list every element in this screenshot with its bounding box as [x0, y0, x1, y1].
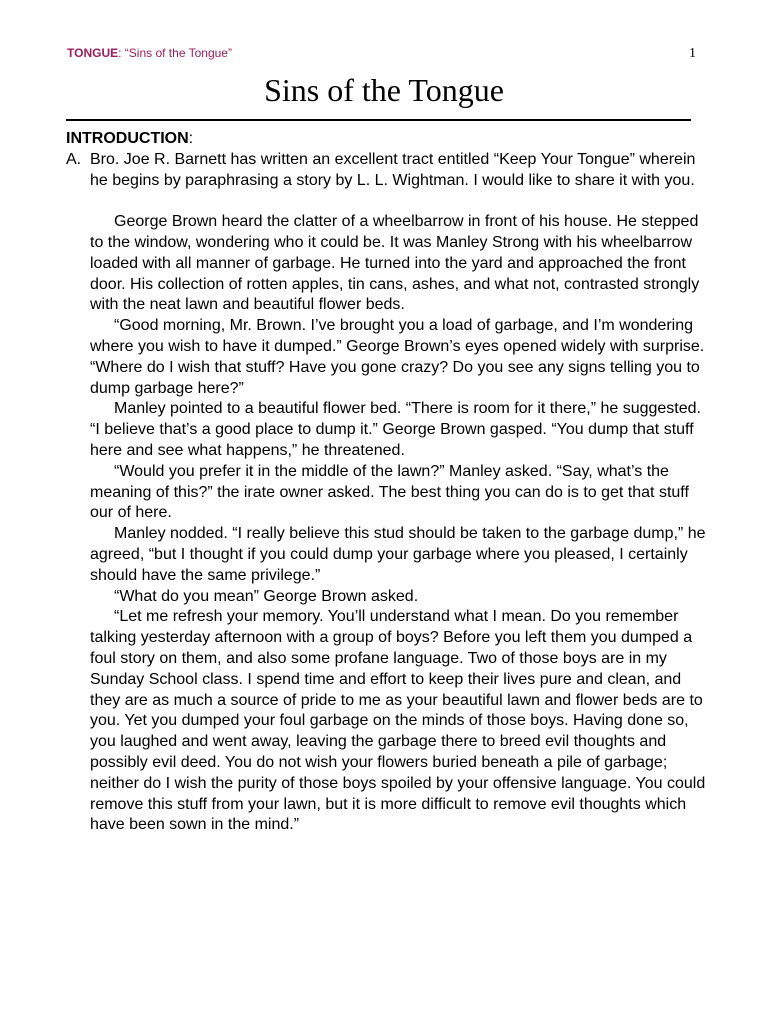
story-paragraph: Manley nodded. “I really believe this stud should be taken to the garbage dump,” he agreed, “but I thought if you could dump your garbage where you pleased, I certainly should have the same privilege.”	[90, 525, 706, 584]
section-heading	[66, 129, 706, 150]
title-divider	[66, 119, 691, 121]
story-paragraph: George Brown heard the clatter of a wheelbarrow in front of his house. He stepped to the window, wondering who it could be. It was Manley Strong with his wheelbarrow loaded with all manner of garbage. He turned into the yard and approached the front door. His collection of rotten apples, tin cans, ashes, and what not, contrasted strongly with the neat lawn and beautiful flower beds.	[90, 213, 700, 314]
story-paragraph: “Let me refresh your memory. You’ll understand what I mean. Do you remember talking yesterday afternoon with a group of boys? Before you left them you dumped a foul story on them, and also some profane language. Two of those boys are in my Sunday School class. I spend time and effort to keep their lives pure and clean, and they are as much a source of pride to me as your beautiful lawn and flower beds are to you. Yet you dumped your foul garbage on the minds of those boys. Having done so, you laughed and went away, leaving the garbage there to breed evil thoughts and possibly evil deed. You do not wish your flowers buried beneath a pile of garbage; neither do I wish the purity of those boys spoiled by your offensive language. You could remove this stuff from your lawn, but it is more difficult to remove evil thoughts which have been sown in the mind.”	[90, 608, 706, 834]
list-item-marker: A.	[66, 150, 82, 168]
story-block	[66, 212, 706, 836]
story-paragraph: “Good morning, Mr. Brown. I’ve brought you a load of garbage, and I’m wondering where you wish to have it dumped.” George Brown’s eyes opened widely with surprise. “Where do I wish that stuff? Have you gone crazy? Do you see any signs telling you to dump garbage here?”	[90, 317, 705, 397]
story-paragraph: Manley pointed to a beautiful flower bed. “There is room for it there,” he suggested. “I believe that’s a good place to dump it.” George Brown gasped. “You dump that stuff here and see what happens,” he threatened.	[90, 400, 701, 459]
section-heading-text: INTRODUCTION	[66, 130, 189, 147]
page-number: 1	[689, 46, 696, 61]
list-item	[66, 150, 706, 192]
running-header-section: TONGUE	[67, 46, 119, 60]
running-header	[67, 46, 232, 60]
story-paragraph: “What do you mean” George Brown asked.	[114, 587, 419, 605]
list-item-text: Bro. Joe R. Barnett has written an excellent tract entitled “Keep Your Tongue” wherein he begins by paraphrasing a story by L. L. Wightman. I would like to share it with you.	[90, 150, 696, 189]
document-body	[66, 129, 706, 836]
section-heading-colon: :	[188, 130, 194, 147]
page-title: Sins of the Tongue	[264, 72, 504, 108]
running-header-subtitle: : “Sins of the Tongue”	[118, 46, 232, 60]
story-paragraph: “Would you prefer it in the middle of the lawn?” Manley asked. “Say, what’s the meaning of this?” the irate owner asked. The best thing you can do is to get that stuff our of here.	[90, 462, 689, 522]
